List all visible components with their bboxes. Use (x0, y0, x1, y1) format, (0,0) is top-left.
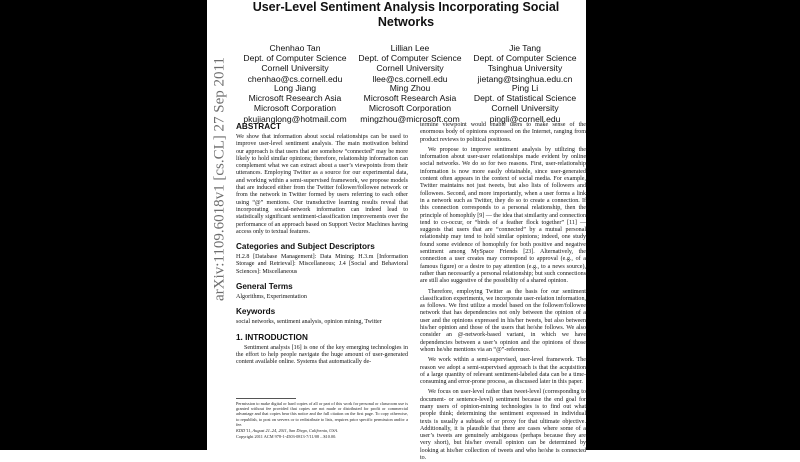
author-email: jietang@tsinghua.edu.cn (477, 73, 573, 84)
author-block (236, 43, 354, 84)
author-email: pkujianglong@hotmail.com (243, 113, 347, 124)
introduction-text: Sentiment analysis [16] is one of the key emerging technologies in the effort to help people navigate the huge amount of user-generated content available online. Systems that automatically de- (236, 344, 408, 366)
author-institution: Microsoft Corporation (368, 103, 452, 114)
categories-heading: Categories and Subject Descriptors (236, 242, 375, 252)
author-block (351, 83, 469, 124)
author-institution: Cornell University (376, 63, 444, 74)
author-affiliation: Dept. of Computer Science (243, 53, 347, 64)
right-letterbox (586, 0, 800, 450)
paper-title (232, 0, 580, 30)
author-email: chenhao@cs.cornell.edu (247, 73, 343, 84)
title-line-2: Networks (377, 15, 435, 29)
author-name: Jie Tang (509, 43, 541, 53)
author-institution: Tsinghua University (487, 63, 563, 74)
author-affiliation: Dept. of Statistical Science (473, 93, 577, 104)
categories-text: H.2.8 [Database Management]: Data Mining; H.3.m [Information Storage and Retrieval]: Miscellaneous; J.4 [Social and Behavioral Sciences]: Miscellaneous (236, 254, 408, 275)
author-name: Ming Zhou (389, 83, 431, 93)
author-email: mingzhou@microsoft.com (360, 113, 460, 124)
arxiv-stamp: arXiv:1109.6018v1 [cs.CL] 27 Sep 2011 (211, 57, 228, 301)
venue-text: KDD’11, August 21–24, 2011, San Diego, California, USA. (236, 428, 339, 434)
author-block (236, 83, 354, 124)
introduction-heading: 1. INTRODUCTION (236, 332, 308, 342)
body-paragraph: We propose to improve sentiment analysis by utilizing the information about user-user relationships made evident by online social networks. We do so for two reasons. First, user-relationship information is now more easily obtainable, since user-generated content often appears in the context of social media. For example, Twitter maintains not just tweets, but also lists of followers and followees. Second, and more importantly, when a user forms a link in a network such as Twitter, they do so to create a connection. If this connection corresponds to a personal relationship, then the principle of homophily [9] — the idea that similarity and connection tend to co-occur, or “birds of a feather flock together” [11] — suggests that users that are “connected” by a mutual personal relationship may tend to hold similar opinions; indeed, one study found some evidence of homophily for both positive and negative sentiment among MySpace Friends [23]. Alternatively, the connection a user creates may correspond to approval (e.g., of a famous figure) or a desire to pay attention (e.g., to a news source), rather than necessarily a personal relationship; but such connections are still also suggestive of the possibility of a shared opinion. (420, 146, 586, 285)
author-name: Long Jiang (273, 83, 317, 93)
author-email: llee@cs.cornell.edu (372, 73, 448, 84)
author-affiliation: Dept. of Computer Science (358, 53, 462, 64)
copyright-text: Copyright 2011 ACM 978-1-4503-0813-7/11/08 ...$10.00. (236, 434, 337, 440)
body-paragraph: termine viewpoint would enable users to make sense of the enormous body of opinions expressed on the Internet, ranging from product reviews to political positions. (420, 122, 586, 143)
abstract-heading: ABSTRACT (236, 122, 282, 131)
body-paragraph: Therefore, employing Twitter as the basis for our sentiment classification experiments, we incorporate user-relation information, as follows. We first utilize a model based on the follower/followee network that has dependencies not only between the opinion of a user and the opinions expressed in his/her tweets, but also between his/her opinion and those of the users that he/she follows. We also consider an @-network-based variant, in which we have dependencies between a user’s opinion and the opinions of those whom he/she mentions via an “@”-reference. (420, 288, 586, 353)
abstract-text: We show that information about social relationships can be used to improve user-level sentiment analysis. The main motivation behind our approach is that users that are somehow “connected” may be more likely to hold similar opinions; therefore, relationship information can complement what we can extract about a user’s viewpoints from their utterances. Employing Twitter as a source for our experimental data, and working within a semi-supervised framework, we propose models that are induced either from the Twitter follower/followee network or from the network in Twitter formed by users referring to each other using “@” mentions. Our transductive learning results reveal that incorporating social-network information can indeed lead to statistically significant sentiment-classification improvements over the performance of an approach based on Support Vector Machines having access only to textual features. (236, 134, 408, 235)
author-affiliation: Microsoft Research Asia (363, 93, 457, 104)
general-terms-heading: General Terms (236, 282, 293, 292)
body-paragraph: We work within a semi-supervised, user-level framework. The reason we adopt a semi-supervised approach is that the acquisition of a large quantity of relevant sentiment-labeled data can be a time-consuming and error-prone process, as discussed later in this paper. (420, 357, 586, 386)
keywords-text: social networks, sentiment analysis, opinion mining, Twitter (236, 319, 382, 326)
author-name: Chenhao Tan (269, 43, 321, 53)
right-column (420, 122, 586, 462)
author-institution: Microsoft Corporation (253, 103, 337, 114)
footnote-rule (236, 398, 296, 399)
keywords-heading: Keywords (236, 307, 276, 317)
author-block (466, 83, 584, 124)
body-paragraph: We focus on user-level rather than tweet-level (corresponding to document- or sentence-level) sentiment because the end goal for many users of opinion-mining technologies is to find out what people think; determining the sentiment expressed in individual texts is usually a subtask of or proxy for that ultimate objective. Additionally, it is plausible that there are cases where some of a user’s tweets are genuinely ambiguous (perhaps because they are very short), but his/her overall opinion can be determined by looking at his/her collection of tweets and who he/she is connected to. (420, 389, 586, 462)
author-institution: Cornell University (261, 63, 329, 74)
general-terms-text: Algorithms, Experimentation (236, 294, 307, 301)
author-name: Lillian Lee (390, 43, 430, 53)
author-institution: Cornell University (491, 103, 559, 114)
author-name: Ping Li (511, 83, 539, 93)
author-block (466, 43, 584, 84)
title-line-1: User-Level Sentiment Analysis Incorporating Social (252, 0, 560, 14)
author-email: pingli@cornell.edu (489, 113, 561, 124)
left-letterbox (0, 0, 207, 450)
copyright-notice (236, 401, 408, 440)
permission-text: Permission to make digital or hard copies of all or part of this work for personal or classroom use is granted without fee provided that copies are not made or distributed for profit or commercial advantage and that copies bear this notice and the full citation on the first page. To copy otherwise, to republish, to post on servers or to redistribute to lists, requires prior specific permission and/or a fee. (236, 401, 408, 427)
author-block (351, 43, 469, 84)
author-affiliation: Dept. of Computer Science (473, 53, 577, 64)
author-affiliation: Microsoft Research Asia (248, 93, 342, 104)
